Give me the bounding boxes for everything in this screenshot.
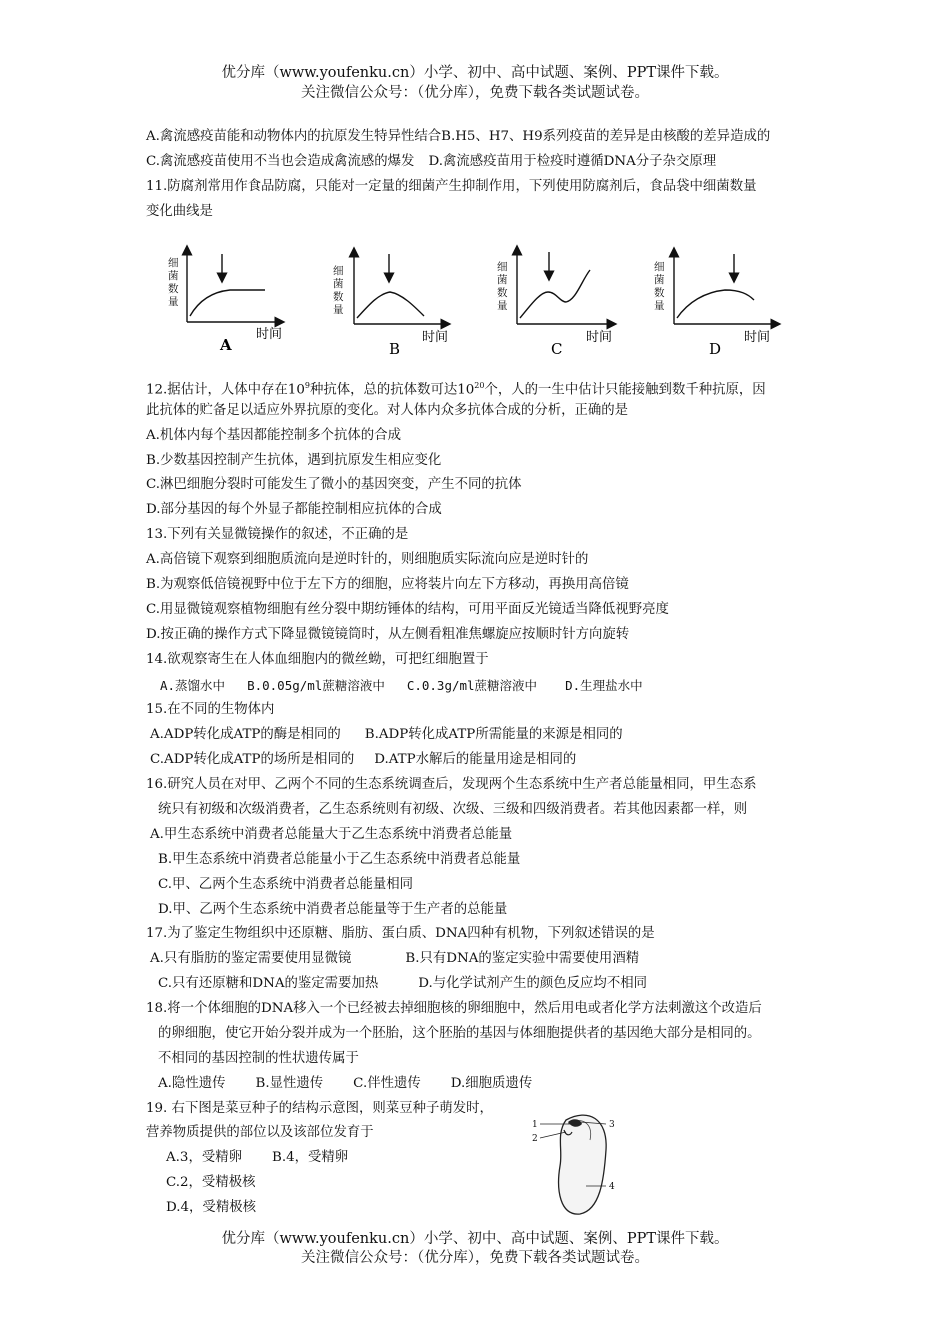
graph-b xyxy=(333,252,448,358)
graph-d-ylabel-1: 细 xyxy=(654,261,665,273)
q18-stem-2: 的卵细胞，使它开始分裂并成为一个胚胎，这个胚胎的基因与体细胞提供者的基因绝大部分是相同的。 xyxy=(158,1026,761,1041)
q17-option-a: A.只有脂肪的鉴定需要使用显微镜 xyxy=(150,951,352,966)
q17-options-row-2 xyxy=(158,975,647,993)
graph-a-letter: A xyxy=(220,336,232,354)
seed-label-4: 4 xyxy=(609,1182,615,1192)
graph-a-curve xyxy=(190,290,265,316)
q13-option-d: D.按正确的操作方式下降显微镜镜筒时，从左侧看粗准焦螺旋应按顺时针方向旋转 xyxy=(146,627,630,642)
q10-option-d: D.禽流感疫苗用于检疫时遵循DNA分子杂交原理 xyxy=(428,154,717,169)
q10-option-c: C.禽流感疫苗使用不当也会造成禽流感的爆发 xyxy=(146,154,415,169)
graph-a-ylabel-1: 细 xyxy=(168,257,179,269)
q12-option-c: C.淋巴细胞分裂时可能发生了微小的基因突变，产生不同的抗体 xyxy=(146,477,522,492)
q10-options-row-2 xyxy=(146,153,716,171)
graph-c xyxy=(497,250,612,358)
seed-label-2: 2 xyxy=(532,1134,538,1144)
q19-option-d: D.4，受精极核 xyxy=(166,1200,256,1215)
footer-line-1: 优分库（www.youfenku.cn）小学、初中、高中试题、案例、PPT课件下载。 xyxy=(221,1231,729,1247)
q19-stem-2: 营养物质提供的部位以及该部位发育于 xyxy=(146,1125,374,1140)
q16-option-b: B.甲生态系统中消费者总能量小于乙生态系统中消费者总能量 xyxy=(158,852,521,867)
q17-stem: 17.为了鉴定生物组织中还原糖、脂肪、蛋白质、DNA四种有机物，下列叙述错误的是 xyxy=(146,926,655,941)
graph-c-curve xyxy=(520,270,590,318)
q15-option-d: D.ATP水解后的能量用途是相同的 xyxy=(374,752,577,767)
graph-b-letter: B xyxy=(389,340,401,358)
graph-a-xlabel: 时间 xyxy=(256,327,283,342)
q16-stem-2: 统只有初级和次级消费者，乙生态系统则有初级、次级、三级和四级消费者。若其他因素都一样，则 xyxy=(158,802,748,817)
graph-c-letter: C xyxy=(551,340,563,358)
graph-a-ylabel-3: 数 xyxy=(168,283,179,295)
seed-label-3: 3 xyxy=(609,1120,615,1130)
q14-option-b: B.0.05g/ml蔗糖溶液中 xyxy=(247,678,385,693)
q19-options-row-1 xyxy=(166,1149,348,1167)
q16-stem-1: 16.研究人员在对甲、乙两个不同的生态系统调查后，发现两个生态系统中生产者总能量相同，甲生态系 xyxy=(146,777,757,792)
graph-b-ylabel-1: 细 xyxy=(333,265,344,277)
q15-stem: 15.在不同的生物体内 xyxy=(146,702,275,717)
q11-stem-1: 11.防腐剂常用作食品防腐，只能对一定量的细菌产生抑制作用，下列使用防腐剂后，食品袋中细菌数量 xyxy=(146,179,757,194)
q14-option-a: A.蒸馏水中 xyxy=(160,678,226,693)
q17-option-c: C.只有还原糖和DNA的鉴定需要加热 xyxy=(158,976,379,991)
q11-graphs xyxy=(0,240,950,380)
graph-c-ylabel-2: 菌 xyxy=(497,274,508,286)
q18-stem-3: 不相同的基因控制的性状遗传属于 xyxy=(158,1051,359,1066)
q16-option-a: A.甲生态系统中消费者总能量大于乙生态系统中消费者总能量 xyxy=(150,827,513,842)
q15-options-row-1 xyxy=(150,726,623,744)
q12-stem-1b: 种抗体，总的抗体数可达10 xyxy=(309,382,475,398)
q10-option-b: B.H5、H7、H9系列疫苗的差异是由核酸的差异造成的 xyxy=(441,129,771,144)
q17-option-b: B.只有DNA的鉴定实验中需要使用酒精 xyxy=(405,951,640,966)
q12-exp-1: 9 xyxy=(304,381,310,390)
graph-c-ylabel-4: 量 xyxy=(497,300,508,312)
q10-options-row-1 xyxy=(146,128,770,146)
q11-stem-2: 变化曲线是 xyxy=(146,204,213,219)
q15-option-b: B.ADP转化成ATP所需能量的来源是相同的 xyxy=(364,727,623,742)
graph-d-curve xyxy=(677,290,754,318)
graph-a-ylabel-4: 量 xyxy=(168,296,179,308)
footer-line-2: 关注微信公众号：（优分库），免费下载各类试题试卷。 xyxy=(301,1250,649,1266)
q19-option-a: A.3，受精卵 xyxy=(166,1150,243,1165)
q12-exp-2: 20 xyxy=(474,381,485,390)
graph-d-xlabel: 时间 xyxy=(744,330,771,345)
q18-stem-1: 18.将一个体细胞的DNA移入一个已经被去掉细胞核的卵细胞中，然后用电或者化学方法刺激这个改造后 xyxy=(146,1001,762,1016)
graph-d-ylabel-2: 菌 xyxy=(654,274,665,286)
graph-c-ylabel-1: 细 xyxy=(497,261,508,273)
q14-option-d: D.生理盐水中 xyxy=(565,678,643,693)
q19-stem-1: 19. 右下图是菜豆种子的结构示意图，则菜豆种子萌发时， xyxy=(146,1101,493,1116)
seed-coat xyxy=(559,1115,607,1214)
graph-d-ylabel-3: 数 xyxy=(654,287,665,299)
q13-option-c: C.用显微镜观察植物细胞有丝分裂中期纺锤体的结构，可用平面反光镜适当降低视野亮度 xyxy=(146,602,669,617)
q18-option-a: A.隐性遗传 xyxy=(158,1076,226,1091)
q16-option-c: C.甲、乙两个生态系统中消费者总能量相同 xyxy=(158,877,414,892)
graph-d xyxy=(654,252,776,358)
q19-option-c: C.2，受精极核 xyxy=(166,1175,256,1190)
header-line-2: 关注微信公众号：（优分库），免费下载各类试题试卷。 xyxy=(301,85,649,101)
q12-option-d: D.部分基因的每个外显子都能控制相应抗体的合成 xyxy=(146,502,442,517)
graph-a-ylabel-2: 菌 xyxy=(168,270,179,282)
q12-option-a: A.机体内每个基因都能控制多个抗体的合成 xyxy=(146,428,401,443)
q18-option-c: C.伴性遗传 xyxy=(353,1076,421,1091)
graph-b-ylabel-2: 菌 xyxy=(333,278,344,290)
graph-b-ylabel-3: 数 xyxy=(333,291,344,303)
graph-b-ylabel-4: 量 xyxy=(333,304,344,316)
q13-stem: 13.下列有关显微镜操作的叙述，不正确的是 xyxy=(146,527,409,542)
graph-b-xlabel: 时间 xyxy=(422,330,449,345)
q14-stem: 14.欲观察寄生在人体血细胞内的微丝蚴，可把红细胞置于 xyxy=(146,652,489,667)
q12-stem-2: 此抗体的贮备足以适应外界抗原的变化。对人体内众多抗体合成的分析，正确的是 xyxy=(146,403,629,418)
q18-option-d: D.细胞质遗传 xyxy=(450,1076,533,1091)
q12-stem-1a: 12.据估计，人体中存在10 xyxy=(146,382,305,398)
seed-label-1: 1 xyxy=(532,1120,538,1130)
q16-option-d: D.甲、乙两个生态系统中消费者总能量等于生产者的总能量 xyxy=(158,902,508,917)
q10-option-a: A.禽流感疫苗能和动物体内的抗原发生特异性结合 xyxy=(146,129,442,144)
q19-option-b: B.4，受精卵 xyxy=(272,1150,349,1165)
q12-option-b: B.少数基因控制产生抗体，遇到抗原发生相应变化 xyxy=(146,453,442,468)
graph-a xyxy=(168,250,282,354)
q18-options xyxy=(158,1075,532,1093)
q17-options-row-1 xyxy=(150,950,639,968)
bean-seed-diagram xyxy=(528,1110,648,1220)
graph-b-curve xyxy=(357,292,424,318)
graph-c-xlabel: 时间 xyxy=(586,330,613,345)
q13-option-b: B.为观察低倍镜视野中位于左下方的细胞，应将装片向左下方移动，再换用高倍镜 xyxy=(146,577,629,592)
graph-c-ylabel-3: 数 xyxy=(497,287,508,299)
q13-option-a: A.高倍镜下观察到细胞质流向是逆时针的，则细胞质实际流向应是逆时针的 xyxy=(146,552,589,567)
q14-option-c: C.0.3g/ml蔗糖溶液中 xyxy=(406,678,538,693)
q12-stem-1c: 个，人的一生中估计只能接触到数千种抗原，因 xyxy=(484,382,766,398)
q12-stem-1 xyxy=(146,377,766,399)
header-line-1: 优分库（www.youfenku.cn）小学、初中、高中试题、案例、PPT课件下载。 xyxy=(221,65,729,81)
graph-d-ylabel-4: 量 xyxy=(654,300,665,312)
q14-options xyxy=(160,677,643,695)
q15-option-a: A.ADP转化成ATP的酶是相同的 xyxy=(150,727,341,742)
q18-option-b: B.显性遗传 xyxy=(255,1076,324,1091)
q17-option-d: D.与化学试剂产生的颜色反应均不相同 xyxy=(418,976,647,991)
q15-option-c: C.ADP转化成ATP的场所是相同的 xyxy=(150,752,355,767)
graph-d-letter: D xyxy=(709,340,722,358)
q15-options-row-2 xyxy=(150,751,576,769)
